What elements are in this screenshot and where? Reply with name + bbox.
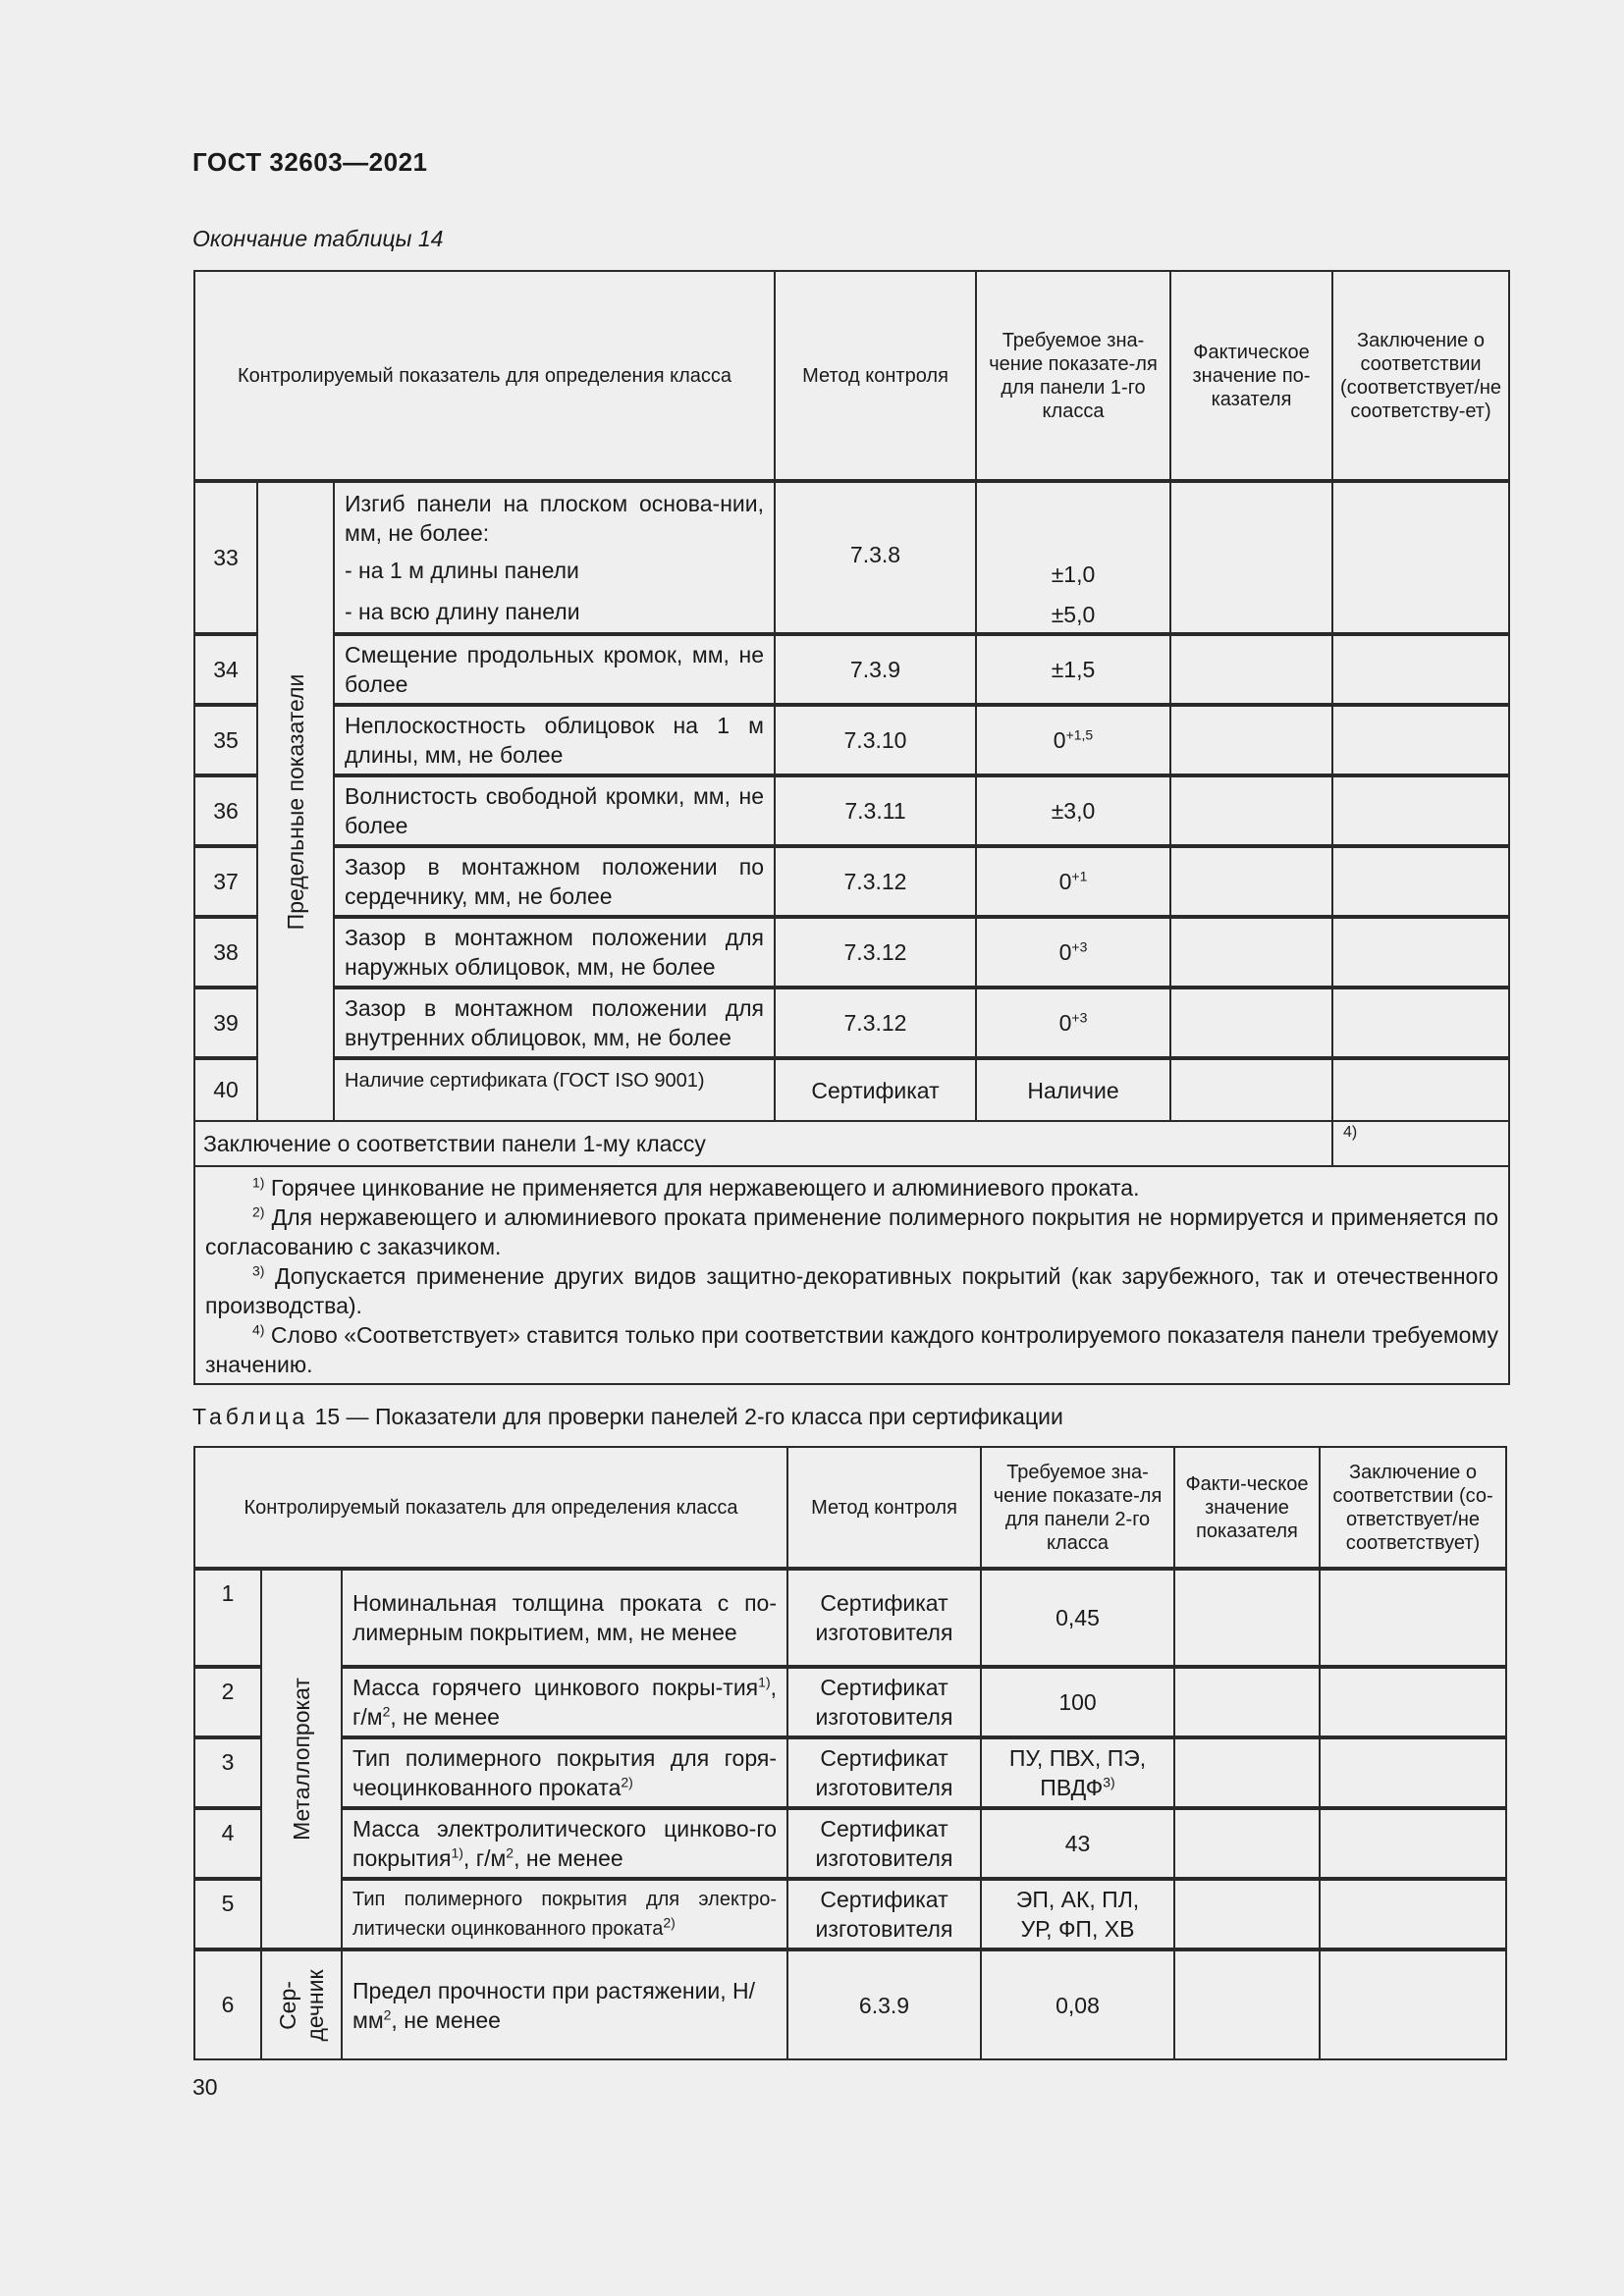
conclusion-cell [1320, 1569, 1506, 1667]
actual-cell [1170, 775, 1332, 846]
required-value: ±5,0 [1051, 602, 1096, 627]
param-cell: Зазор в монтажном положении для внутренних облицовок, мм, не более [334, 988, 775, 1058]
actual-cell [1170, 917, 1332, 988]
required-value: ЭП, АК, ПЛ, [1015, 1887, 1140, 1912]
row-number: 33 [194, 481, 257, 634]
row-number: 3 [194, 1737, 261, 1808]
conclusion-cell [1332, 1058, 1509, 1121]
conclusion-cell [1320, 1667, 1506, 1737]
actual-cell [1170, 1058, 1332, 1121]
row-number: 5 [194, 1879, 261, 1949]
required-cell [976, 917, 1170, 988]
col-header-method: Метод контроля [787, 1447, 981, 1569]
method-text: Сертификат [820, 1745, 948, 1771]
required-cell: 100 [981, 1667, 1174, 1737]
row-number: 36 [194, 775, 257, 846]
conclusion-cell [1320, 1949, 1506, 2059]
conclusion-cell [1332, 846, 1509, 917]
table-row [194, 481, 1509, 634]
required-superscript: +3 [1071, 938, 1088, 955]
conclusion-cell [1332, 634, 1509, 705]
footnote-text: Горячее цинкование не применяется для нержавеющего и алюминиевого проката. [264, 1175, 1140, 1201]
param-cell [342, 1808, 787, 1879]
conclusion-cell [1320, 1737, 1506, 1808]
param-text: , не менее [514, 1845, 623, 1871]
param-superscript: 2) [621, 1774, 633, 1790]
method-cell: 7.3.10 [775, 705, 976, 775]
col-header-method: Метод контроля [775, 271, 976, 481]
required-cell [976, 705, 1170, 775]
row-number: 6 [194, 1949, 261, 2059]
table-14-header-row [194, 271, 1509, 481]
table-row [194, 1058, 1509, 1121]
footnote-mark: 2) [252, 1203, 265, 1220]
table-row [194, 775, 1509, 846]
footnote-mark: 4) [252, 1321, 265, 1338]
col-header-param: Контролируемый показатель для определения класса [194, 1447, 787, 1569]
param-cell [342, 1667, 787, 1737]
param-text: Масса электролитического цинково-го покрытия [352, 1816, 777, 1871]
required-superscript: +3 [1071, 1009, 1088, 1026]
method-text: изготовителя [815, 1704, 953, 1730]
footnote [205, 1320, 1498, 1379]
method-cell: 6.3.9 [787, 1949, 981, 2059]
page-number: 30 [192, 2074, 218, 2100]
table-14-caption: Окончание таблицы 14 [192, 226, 444, 251]
required-value: ±1,0 [1051, 561, 1096, 587]
required-value: ПВДФ [1040, 1775, 1104, 1800]
col-header-conclusion: Заключение о соответствии (соответствует/не соответству-ет) [1332, 271, 1509, 481]
required-value: 0 [1058, 1010, 1072, 1036]
actual-cell [1174, 1949, 1320, 2059]
required-superscript: +1 [1071, 868, 1088, 884]
param-cell: Номинальная толщина проката с по-лимерным покрытием, мм, не менее [342, 1569, 787, 1667]
conclusion-cell [1332, 705, 1509, 775]
required-cell [976, 988, 1170, 1058]
actual-cell [1174, 1737, 1320, 1808]
param-superscript: 2 [382, 1703, 391, 1720]
col-header-actual: Факти-ческое значение показателя [1174, 1447, 1320, 1569]
method-cell: 7.3.12 [775, 917, 976, 988]
method-text: изготовителя [815, 1845, 953, 1871]
actual-cell [1170, 705, 1332, 775]
required-cell [981, 1879, 1174, 1949]
method-cell [787, 1667, 981, 1737]
table-row [194, 1808, 1506, 1879]
required-superscript: 3) [1103, 1774, 1115, 1790]
conclusion-cell [1320, 1808, 1506, 1879]
method-text: Сертификат [820, 1887, 948, 1912]
table-14 [193, 270, 1510, 1385]
param-text: Тип полимерного покрытия для электро-литически оцинкованного проката [352, 1889, 777, 1940]
group-label [274, 1969, 329, 2041]
param-text: , г/м [352, 1675, 777, 1730]
param-superscript: 2) [663, 1914, 676, 1931]
required-value: 0 [1058, 939, 1072, 965]
param-text: Изгиб панели на плоском основа-нии, мм, не более: [345, 491, 764, 546]
footnote [205, 1202, 1498, 1261]
param-cell: Зазор в монтажном положении для наружных облицовок, мм, не более [334, 917, 775, 988]
actual-cell [1170, 988, 1332, 1058]
group-label-cell [257, 481, 334, 1121]
param-cell: Волнистость свободной кромки, мм, не более [334, 775, 775, 846]
required-value: УР, ФП, ХВ [1020, 1916, 1135, 1942]
col-header-conclusion: Заключение о соответствии (со-ответствует/не соответствует) [1320, 1447, 1506, 1569]
col-header-param: Контролируемый показатель для определения класса [194, 271, 775, 481]
group-label-line: дечник [302, 1968, 328, 2042]
param-text: - на всю длину панели [345, 599, 580, 624]
required-cell [981, 1737, 1174, 1808]
method-cell: 7.3.12 [775, 988, 976, 1058]
col-header-required: Требуемое зна-чение показате-ля для панели 2-го класса [981, 1447, 1174, 1569]
method-text: Сертификат [820, 1816, 948, 1842]
method-text: изготовителя [815, 1916, 953, 1942]
method-text: изготовителя [815, 1620, 953, 1645]
param-text: Предел прочности при растяжении, Н/мм [352, 1977, 756, 2033]
required-cell: Наличие [976, 1058, 1170, 1121]
required-cell: 0,45 [981, 1569, 1174, 1667]
table-row [194, 1737, 1506, 1808]
row-number: 37 [194, 846, 257, 917]
required-value: 0 [1053, 727, 1066, 753]
row-number: 39 [194, 988, 257, 1058]
footnote-text: Допускается применение других видов защитно-декоративных покрытий (как зарубежного, так и отечественного производства). [205, 1263, 1498, 1318]
required-cell [976, 481, 1170, 634]
table-15-header-row [194, 1447, 1506, 1569]
row-number: 40 [194, 1058, 257, 1121]
footnote-mark: 3) [252, 1262, 265, 1279]
required-cell: ±1,5 [976, 634, 1170, 705]
method-cell [787, 1569, 981, 1667]
param-cell: Смещение продольных кромок, мм, не более [334, 634, 775, 705]
required-value: ПУ, ПВХ, ПЭ, [1008, 1745, 1147, 1771]
actual-cell [1170, 481, 1332, 634]
conclusion-cell [1332, 988, 1509, 1058]
param-superscript: 1) [451, 1844, 463, 1861]
table-15-caption-prefix: Таблица [192, 1404, 309, 1429]
required-cell: 43 [981, 1808, 1174, 1879]
table-row [194, 846, 1509, 917]
row-number: 2 [194, 1667, 261, 1737]
param-text: , не менее [391, 2006, 501, 2033]
param-text: , не менее [390, 1704, 500, 1730]
group-label-cell [261, 1949, 342, 2059]
conclusion-cell [1320, 1879, 1506, 1949]
table-row [194, 917, 1509, 988]
document-header: ГОСТ 32603—2021 [192, 147, 428, 177]
group-label-line: Сер- [275, 1980, 300, 2030]
table-row [194, 1879, 1506, 1949]
method-cell [787, 1737, 981, 1808]
param-cell: Неплоскостность облицовок на 1 м длины, мм, не более [334, 705, 775, 775]
row-number: 34 [194, 634, 257, 705]
actual-cell [1174, 1569, 1320, 1667]
method-cell: 7.3.12 [775, 846, 976, 917]
footnotes-row [194, 1166, 1509, 1384]
method-cell [787, 1879, 981, 1949]
method-cell: 7.3.11 [775, 775, 976, 846]
required-value: 0 [1058, 869, 1072, 894]
param-cell [342, 1879, 787, 1949]
param-cell [342, 1737, 787, 1808]
method-cell: 7.3.8 [775, 481, 976, 634]
param-superscript: 2 [383, 2005, 392, 2022]
conclusion-cell [1332, 481, 1509, 634]
actual-cell [1174, 1879, 1320, 1949]
row-number: 4 [194, 1808, 261, 1879]
method-text: Сертификат [820, 1590, 948, 1616]
table-row [194, 1949, 1506, 2059]
actual-cell [1174, 1667, 1320, 1737]
col-header-required: Требуемое зна-чение показате-ля для панели 1-го класса [976, 271, 1170, 481]
table-15 [193, 1446, 1507, 2060]
row-number: 1 [194, 1569, 261, 1667]
method-text: изготовителя [815, 1775, 953, 1800]
conclusion-cell [1332, 917, 1509, 988]
required-cell: 0,08 [981, 1949, 1174, 2059]
method-text: Сертификат [820, 1675, 948, 1700]
table-row [194, 634, 1509, 705]
required-superscript: +1,5 [1065, 726, 1094, 743]
table-row [194, 705, 1509, 775]
footnote-mark: 1) [252, 1174, 265, 1191]
footnotes-cell [194, 1166, 1509, 1384]
param-superscript: 1) [758, 1674, 771, 1690]
footnote-text: Для нержавеющего и алюминиевого проката применение полимерного покрытия не нормируется и применяется по согласованию с заказчиком. [205, 1204, 1498, 1259]
table-row [194, 988, 1509, 1058]
row-number: 38 [194, 917, 257, 988]
footnote [205, 1261, 1498, 1320]
param-cell [342, 1949, 787, 2059]
conclusion-label: Заключение о соответствии панели 1-му классу [194, 1121, 1332, 1166]
param-text: Масса горячего цинкового покры-тия [352, 1675, 759, 1700]
col-header-actual: Фактическое значение по-казателя [1170, 271, 1332, 481]
actual-cell [1170, 634, 1332, 705]
param-text: - на 1 м длины панели [345, 558, 579, 583]
param-cell [334, 481, 775, 634]
row-number: 35 [194, 705, 257, 775]
param-cell: Наличие сертификата (ГОСТ ISO 9001) [334, 1058, 775, 1121]
required-cell: ±3,0 [976, 775, 1170, 846]
actual-cell [1170, 846, 1332, 917]
table-row [194, 1569, 1506, 1667]
conclusion-cell [1332, 775, 1509, 846]
method-cell [787, 1808, 981, 1879]
footnote-text: Слово «Соответствует» ставится только при соответствии каждого контролируемого показателя панели требуемому значению. [205, 1322, 1498, 1377]
table-15-caption [192, 1404, 1063, 1430]
footnote [205, 1173, 1498, 1202]
method-cell: 7.3.9 [775, 634, 976, 705]
group-label: Предельные показатели [283, 673, 308, 930]
group-label-cell [261, 1569, 342, 1949]
table-row [194, 1667, 1506, 1737]
param-text: Тип полимерного покрытия для горя-чеоцинкованного проката [352, 1745, 777, 1800]
method-cell: Сертификат [775, 1058, 976, 1121]
group-label: Металлопрокат [289, 1678, 314, 1841]
param-superscript: 2 [506, 1844, 514, 1861]
required-cell [976, 846, 1170, 917]
actual-cell [1174, 1808, 1320, 1879]
conclusion-row [194, 1121, 1509, 1166]
conclusion-note: 4) [1332, 1121, 1509, 1166]
table-15-caption-text: 15 — Показатели для проверки панелей 2-го класса при сертификации [308, 1404, 1063, 1429]
param-cell: Зазор в монтажном положении по сердечнику, мм, не более [334, 846, 775, 917]
param-text: , г/м [462, 1845, 507, 1871]
